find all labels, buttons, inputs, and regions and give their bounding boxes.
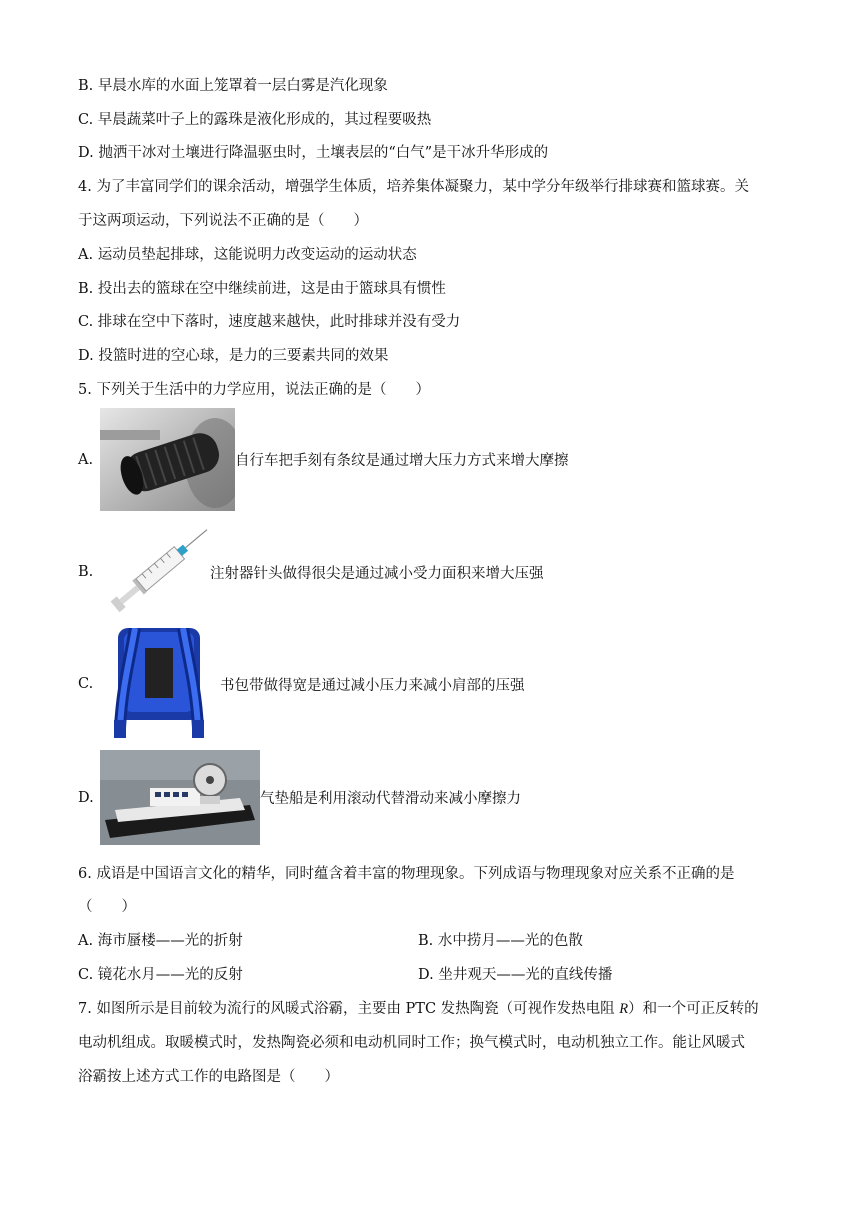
q6-stem-line1: 6. 成语是中国语言文化的精华，同时蕴含着丰富的物理现象。下列成语与物理现象对应关系不正确的是 xyxy=(78,866,735,882)
q4-option-b: B. 投出去的篮球在空中继续前进，这是由于篮球具有惯性 xyxy=(78,281,446,297)
q5-option-b-label: B. xyxy=(78,564,94,580)
q5-option-d xyxy=(78,750,521,845)
q7-variable-r: R xyxy=(619,1001,629,1017)
hovercraft-image xyxy=(100,750,260,845)
q3-option-c: C. 早晨蔬菜叶子上的露珠是液化形成的，其过程要吸热 xyxy=(78,112,432,128)
q5-option-a-text: 自行车把手刻有条纹是通过增大压力方式来增大摩擦 xyxy=(235,453,569,469)
q4-option-c: C. 排球在空中下落时，速度越来越快，此时排球并没有受力 xyxy=(78,314,461,330)
q5-option-d-label: D. xyxy=(78,789,94,806)
q5-option-c-text: 书包带做得宽是通过减小压力来减小肩部的压强 xyxy=(220,677,525,694)
q5-stem: 5. 下列关于生活中的力学应用，说法正确的是（ ） xyxy=(78,382,430,398)
q6-options-row2 xyxy=(78,963,758,984)
q3-option-b: B. 早晨水库的水面上笼罩着一层白雾是汽化现象 xyxy=(78,78,388,94)
q6-option-a: A. 海市蜃楼——光的折射 xyxy=(78,933,243,949)
q4-stem-line2: 于这两项运动，下列说法不正确的是（ ） xyxy=(78,213,368,229)
q6-option-b: B. 水中捞月——光的色散 xyxy=(418,933,583,949)
q6-options-row1 xyxy=(78,929,758,950)
q5-option-a-label: A. xyxy=(78,451,94,468)
q6-stem-line2: （ ） xyxy=(78,899,136,915)
q7-stem-line2: 电动机组成。取暖模式时，发热陶瓷必须和电动机同时工作；换气模式时，电动机独立工作。能让风暖式 xyxy=(78,1035,745,1051)
q4-stem-line1: 4. 为了丰富同学们的课余活动，增强学生体质，培养集体凝聚力，某中学分年级举行排球赛和篮球赛。关 xyxy=(78,179,749,195)
q6-option-d: D. 坐井观天——光的直线传播 xyxy=(418,967,613,983)
q7-stem-line1-part2: ）和一个可正反转的 xyxy=(628,1001,759,1017)
bicycle-grip-image xyxy=(100,408,235,511)
q5-option-b-text: 注射器针头做得很尖是通过减小受力面积来增大压强 xyxy=(210,565,544,582)
q7-stem-line1-part1: 7. 如图所示是目前较为流行的风暖式浴霸，主要由 PTC 发热陶瓷（可视作发热电阻 xyxy=(78,1001,620,1017)
q5-option-c-label: C. xyxy=(78,676,94,692)
q7-stem-line1 xyxy=(78,997,759,1018)
q5-option-a xyxy=(78,408,569,511)
q4-option-d: D. 投篮时进的空心球，是力的三要素共同的效果 xyxy=(78,348,389,364)
q3-option-d: D. 抛洒干冰对土壤进行降温驱虫时，土壤表层的“白气”是干冰升华形成的 xyxy=(78,145,549,161)
syringe-image xyxy=(100,518,210,626)
q5-option-d-text: 气垫船是利用滚动代替滑动来减小摩擦力 xyxy=(260,791,521,807)
q6-option-c: C. 镜花水月——光的反射 xyxy=(78,967,243,983)
q4-option-a: A. 运动员垫起排球，这能说明力改变运动的运动状态 xyxy=(78,247,417,263)
q5-option-c xyxy=(78,628,525,740)
q5-option-b xyxy=(78,518,544,626)
q7-stem-line3: 浴霸按上述方式工作的电路图是（ ） xyxy=(78,1069,339,1085)
backpack-image xyxy=(100,628,220,740)
